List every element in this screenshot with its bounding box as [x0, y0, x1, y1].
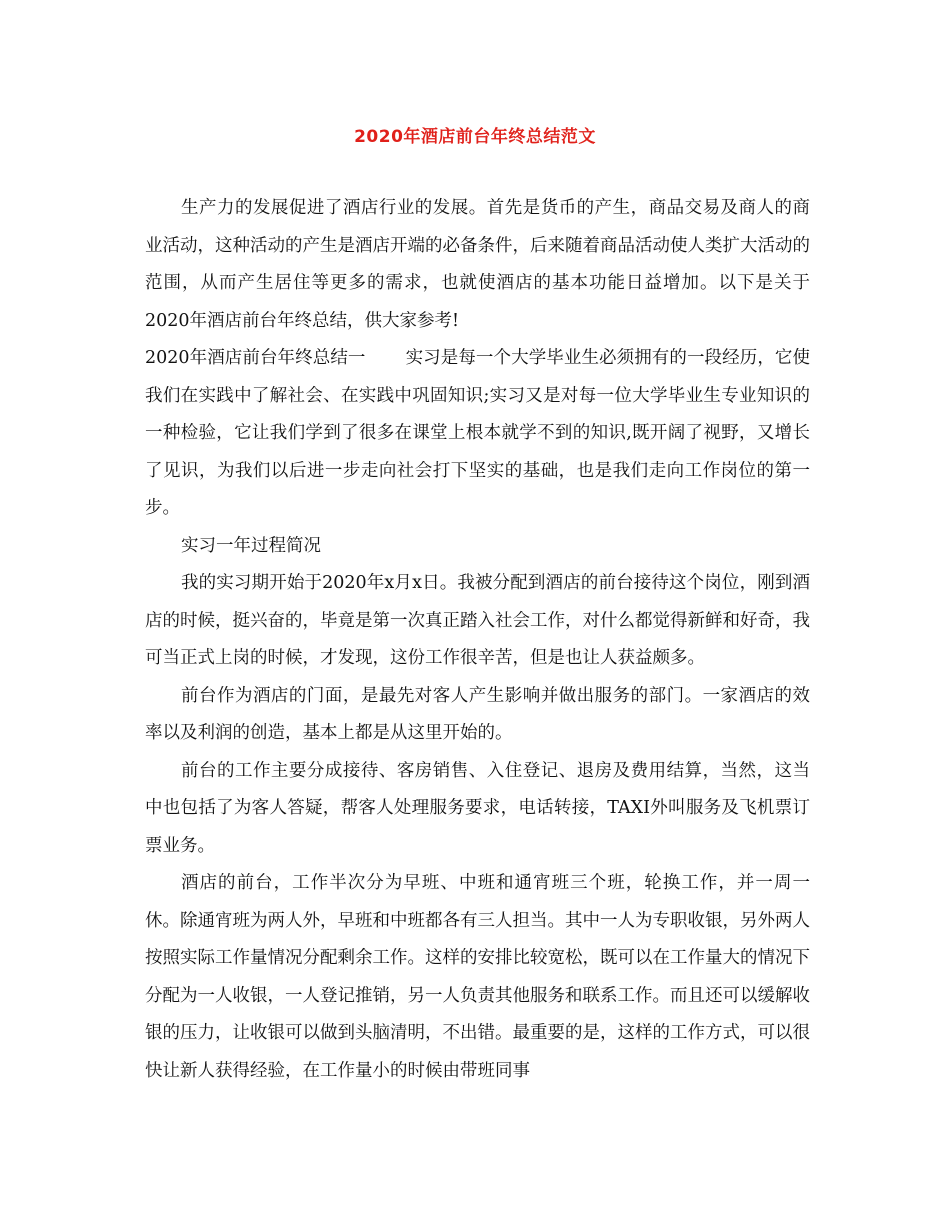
body-paragraph: 酒店的前台，工作半次分为早班、中班和通宵班三个班，轮换工作，并一周一休。除通宵班为两人外，早班和中班都各有三人担当。其中一人为专职收银，另外两人按照实际工作量情况分配剩余工作。这样的安排比较宽松，既可以在工作量大的情况下分配为一人收银，一人登记推销，另一人负责其他服务和联系工作。而且还可以缓解收银的压力，让收银可以做到头脑清明，不出错。最重要的是，这样的工作方式，可以很快让新人获得经验，在工作量小的时候由带班同事 — [145, 873, 810, 1081]
section-text: 实习是每一个大学毕业生必须拥有的一段经历，它使我们在实践中了解社会、在实践中巩固知识;实习又是对每一位大学毕业生专业知识的一种检验，它让我们学到了很多在课堂上根本就学不到的知识,既开阔了视野，又增长了见识，为我们以后进一步走向社会打下坚实的基础，也是我们走向工作岗位的第一步。 — [145, 348, 810, 518]
document-body — [145, 190, 810, 1090]
body-paragraph: 前台作为酒店的门面，是最先对客人产生影响并做出服务的部门。一家酒店的效率以及利润的创造，基本上都是从这里开始的。 — [145, 685, 810, 743]
intro-paragraph: 生产力的发展促进了酒店行业的发展。首先是货币的产生，商品交易及商人的商业活动，这种活动的产生是酒店开端的必备条件，后来随着商品活动使人类扩大活动的范围，从而产生居住等更多的需求，也就使酒店的基本功能日益增加。以下是关于2020年酒店前台年终总结，供大家参考! — [145, 198, 810, 331]
document-title: 2020年酒店前台年终总结范文 — [354, 127, 596, 147]
body-paragraph: 前台的工作主要分成接待、客房销售、入住登记、退房及费用结算，当然，这当中也包括了为客人答疑，帮客人处理服务要求，电话转接，TAXI外叫服务及飞机票订票业务。 — [145, 760, 810, 856]
body-paragraph: 我的实习期开始于2020年x月x日。我被分配到酒店的前台接待这个岗位，刚到酒店的时候，挺兴奋的，毕竟是第一次真正踏入社会工作，对什么都觉得新鲜和好奇，我可当正式上岗的时候，才发现，这份工作很辛苦，但是也让人获益颇多。 — [145, 573, 810, 668]
section-heading: 2020年酒店前台年终总结一 — [145, 348, 366, 368]
section-paragraph — [145, 340, 810, 528]
subheading-paragraph: 实习一年过程简况 — [181, 535, 321, 556]
